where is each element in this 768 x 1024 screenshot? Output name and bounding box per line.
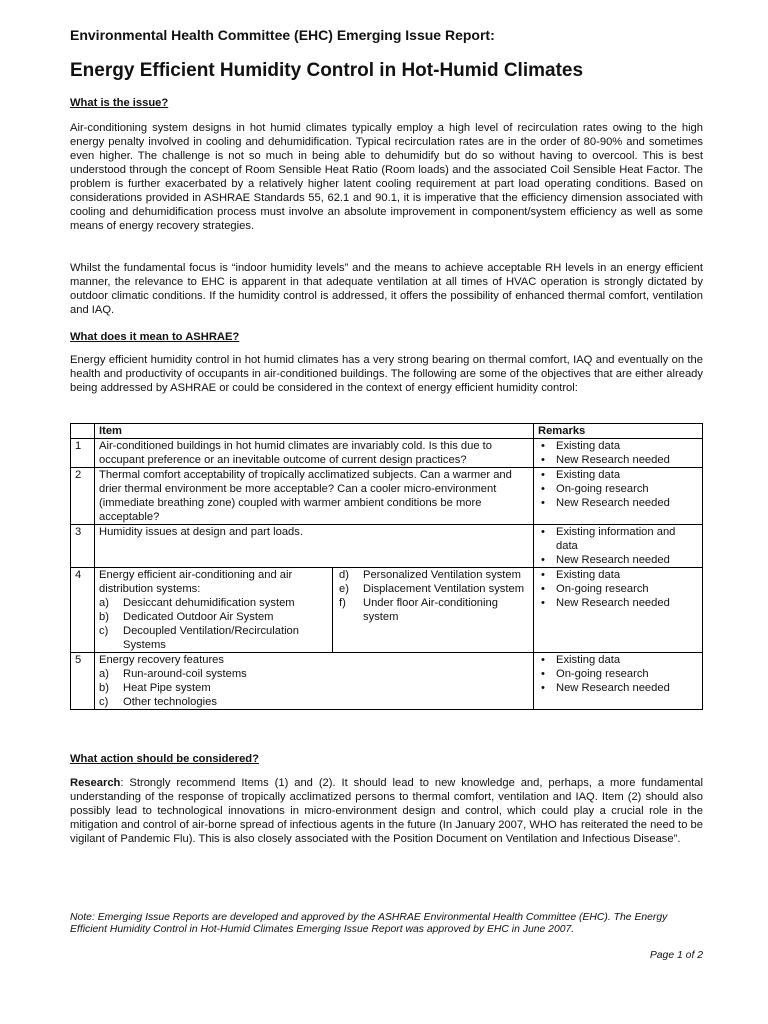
table-header-item: Item [95,424,534,439]
row-item-intro: Energy efficient air-conditioning and air distribution systems: [99,569,293,595]
row-remarks [534,653,703,710]
sub-item: c) Other technologies [99,696,217,708]
table-row [71,525,703,568]
table-row [71,439,703,468]
remark-item: • On-going research [538,482,698,496]
remark-item: • New Research needed [538,496,698,510]
row-item-systems [95,568,534,653]
issue-paragraph-1: Air-conditioning system designs in hot humid climates typically employ a high level of recirculation rates owing to the high energy penalty involved in cooling and dehumidification. Typical recirculation rates are in the order of 80-90% and sometimes even higher. The challenge is not so much in being able to dehumidify but do so without having to overcool. This is best understood through the concept of Room Sensible Heat Ratio (Room loads) and the associated Coil Sensible Heat Factor. The problem is further exacerbated by a relatively higher latent cooling requirement at part load operating conditions. Based on considerations provided in ASHRAE Standards 55, 62.1 and 90.1, it is imperative that the efficiency dimension associated with cooling and dehumidification process must involve an absolute improvement in component/system efficiency as well as some means of energy recovery strategies. [70,122,703,232]
remark-item: • Existing data [538,653,698,667]
remark-item: • New Research needed [538,553,698,567]
sub-item: d) Personalized Ventilation system [339,569,521,581]
row-number: 3 [71,525,95,568]
ashrae-paragraph: Energy efficient humidity control in hot humid climates has a very strong bearing on thermal comfort, IAQ and eventually on the health and productivity of occupants in air-conditioned buildings. The following are some of the objectives that are either already being addressed by ASHRAE or could be considered in the context of energy efficient humidity control: [70,354,703,394]
row-number: 4 [71,568,95,653]
table-header-remarks: Remarks [534,424,703,439]
row-item-recovery [95,653,534,710]
remark-item: • Existing data [538,468,698,482]
section-heading-ashrae: What does it mean to ASHRAE? [70,331,240,343]
row-remarks [534,525,703,568]
table-header-num [71,424,95,439]
row-remarks [534,568,703,653]
remark-item: • New Research needed [538,596,698,610]
issue-paragraph-2: Whilst the fundamental focus is “indoor humidity levels” and the means to achieve acceptable RH levels in an energy efficient manner, the relevance to EHC is apparent in that adequate ventilation at all times of HVAC operation is strongly dictated by outdoor climatic conditions. If the humidity control is addressed, it offers the possibility of enhanced thermal comfort, ventilation and IAQ. [70,262,703,316]
research-text: : Strongly recommend Items (1) and (2). It should lead to new knowledge and, perhaps, a more fundamental understanding of the response of tropically acclimatized persons to thermal comfort, ventilation and IAQ. Item (2) should also possibly lead to technological innovations in micro-environment design and control, which could play a crucial role in the mitigation and control of air-borne spread of infectious agents in the future (In January 2007, WHO has reiterated the need to be vigilant of Pandemic Flu). This is also closely associated with the Position Document on Ventilation and Infectious Disease”. [70,777,703,845]
sub-item: b) Heat Pipe system [99,682,211,694]
sub-item: b) Dedicated Outdoor Air System [99,611,274,623]
row-number: 2 [71,468,95,525]
remark-item: • On-going research [538,582,698,596]
footer-note: Note: Emerging Issue Reports are developed and approved by the ASHRAE Environmental Health Committee (EHC). The Energy Efficient Humidity Control in Hot-Humid Climates Emerging Issue Report was approved by EHC in June 2007. [70,912,668,935]
row-item-intro: Energy recovery features [99,654,224,666]
table-row [71,568,703,653]
remark-item: • New Research needed [538,681,698,695]
report-title: Environmental Health Committee (EHC) Emerging Issue Report: [70,27,495,43]
section-heading-issue: What is the issue? [70,97,169,109]
section-heading-action: What action should be considered? [70,753,259,765]
row-item-text: Thermal comfort acceptability of tropically acclimatized subjects. Can a warmer and drier thermal environment be more acceptable? Can a cooler micro-environment (immediate breathing zone) coupled with warmer ambient conditions be more acceptable? [95,468,534,525]
sub-item: c) Decoupled Ventilation/Recirculation Systems [99,625,300,651]
page-title: Energy Efficient Humidity Control in Hot-Humid Climates [70,60,584,81]
remark-item: • Existing data [538,568,698,582]
row-number: 1 [71,439,95,468]
remark-item: • New Research needed [538,453,698,467]
remark-item: • Existing data [538,439,698,453]
row-item-text: Air-conditioned buildings in hot humid climates are invariably cold. Is this due to occupant preference or an inevitable outcome of current design practices? [95,439,534,468]
sub-item: a) Run-around-coil systems [99,668,247,680]
table-header-row [71,424,703,439]
row-remarks [534,468,703,525]
remark-item: • On-going research [538,667,698,681]
sub-item: e) Displacement Ventilation system [339,583,525,595]
row-remarks [534,439,703,468]
research-label: Research [70,777,121,789]
table-row [71,653,703,710]
row-item-text: Humidity issues at design and part loads. [95,525,534,568]
sub-item: f) Under floor Air-conditioning system [339,597,498,623]
objectives-table [70,423,703,710]
remark-item: • Existing information and data [538,525,698,553]
page-number: Page 1 of 2 [649,950,703,961]
row-number: 5 [71,653,95,710]
sub-item: a) Desiccant dehumidification system [99,597,295,609]
table-row [71,468,703,525]
research-paragraph [70,776,703,846]
